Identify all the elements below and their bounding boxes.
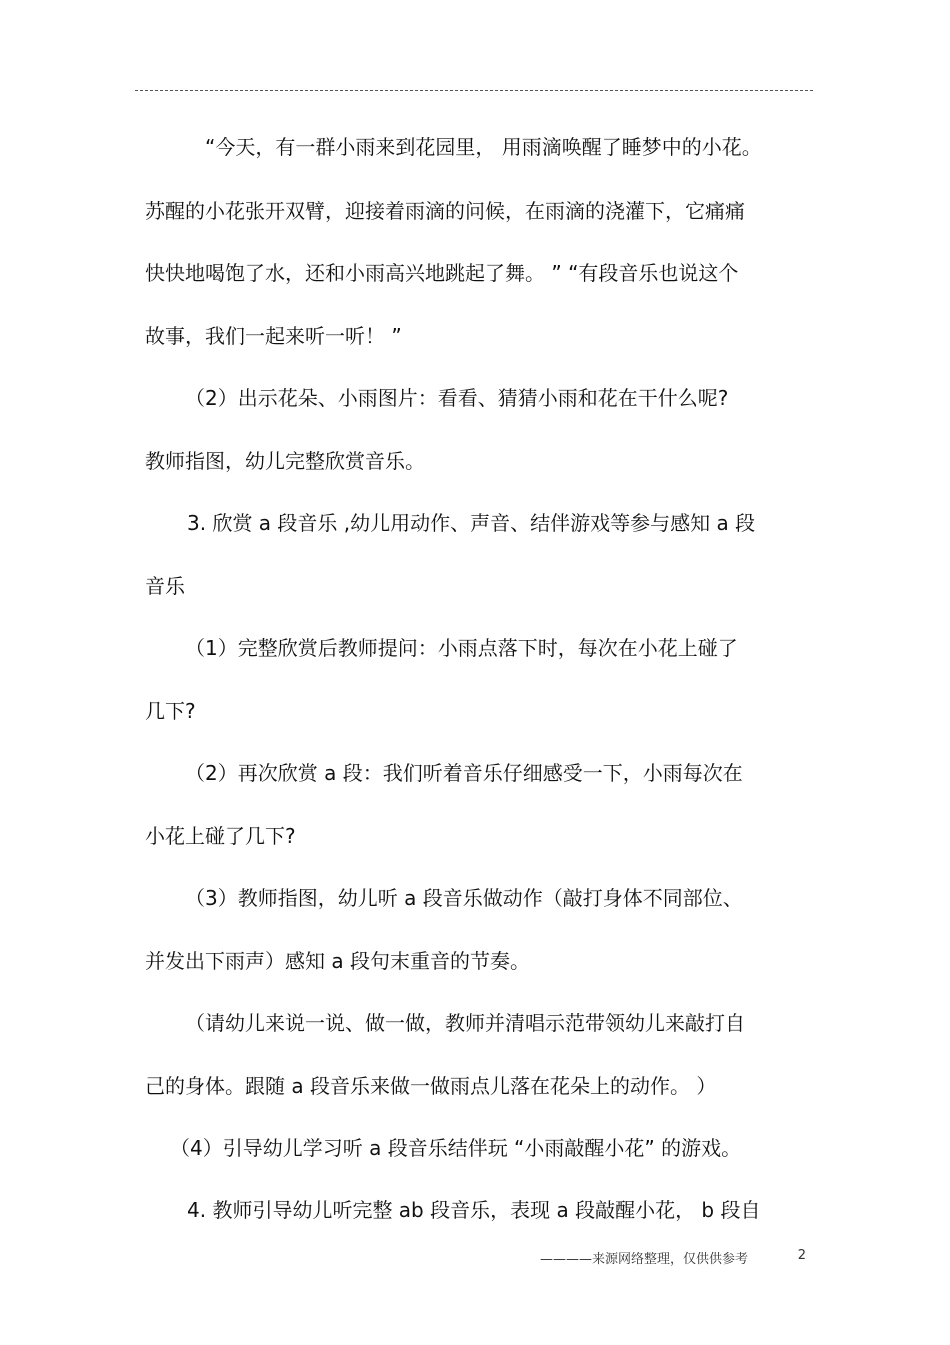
text-line: 故事，我们一起来听一听！ ” [145,324,402,348]
text-line: 几下? [145,699,196,723]
text-line: （请幼儿来说一说、做一做，教师并清唱示范带领幼儿来敲打自 [185,1011,745,1035]
text-line: 并发出下雨声）感知 a 段句末重音的节奏。 [145,949,530,973]
text-line: （2）再次欣赏 a 段：我们听着音乐仔细感受一下，小雨每次在 [185,761,743,785]
text-line: 快快地喝饱了水，还和小雨高兴地跳起了舞。 ” “有段音乐也说这个 [145,261,739,285]
text-line: 3. 欣赏 a 段音乐 ,幼儿用动作、声音、结伴游戏等参与感知 a 段 [187,511,756,535]
text-line: 小花上碰了几下? [145,824,296,848]
text-line: 音乐 [145,574,185,598]
text-line: （4）引导幼儿学习听 a 段音乐结伴玩 “小雨敲醒小花” 的游戏。 [170,1136,742,1160]
text-line: 苏醒的小花张开双臂，迎接着雨滴的问候，在雨滴的浇灌下，它痛痛 [145,199,745,223]
header-divider [135,90,813,91]
text-line: （2）出示花朵、小雨图片：看看、猜猜小雨和花在干什么呢? [185,386,729,410]
footer-source-note: ————来源网络整理，仅供供参考 [540,1252,749,1267]
page-number: 2 [797,1248,806,1263]
page-footer [540,1248,810,1267]
text-line: 教师指图，幼儿完整欣赏音乐。 [145,449,425,473]
text-line: 己的身体。跟随 a 段音乐来做一做雨点儿落在花朵上的动作。 ） [145,1074,717,1098]
text-line: （3）教师指图，幼儿听 a 段音乐做动作（敲打身体不同部位、 [185,886,743,910]
text-line: 4. 教师引导幼儿听完整 ab 段音乐，表现 a 段敲醒小花， b 段自 [187,1198,761,1222]
text-line: “今天，有一群小雨来到花园里， 用雨滴唤醒了睡梦中的小花。 [205,135,762,159]
text-line: （1）完整欣赏后教师提问：小雨点落下时，每次在小花上碰了 [185,636,738,660]
